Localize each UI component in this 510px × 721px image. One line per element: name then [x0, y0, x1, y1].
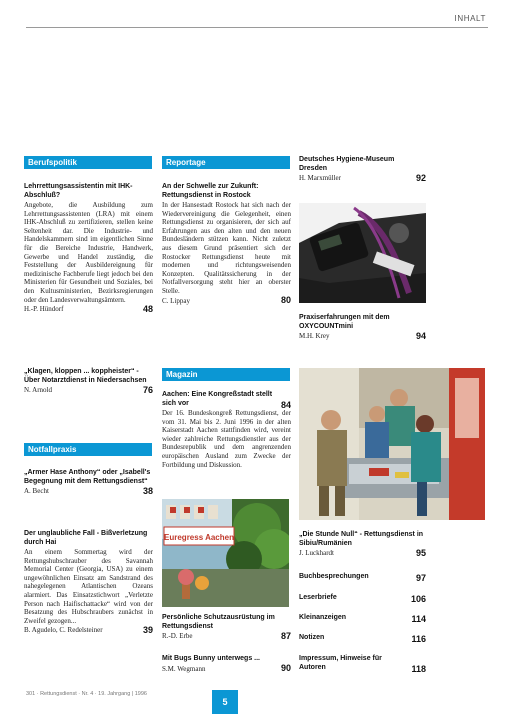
photo-oxycount — [299, 203, 426, 303]
photo-rescue-sibiu — [299, 368, 485, 520]
article-bugs-bunny[interactable] — [162, 655, 291, 673]
toc-row-label: Leserbriefe — [299, 594, 337, 601]
article-teaser: Der 16. Bundeskongreß Rettungsdienst, der vom 31. Mai bis 2. Juni 1996 in der alten Kaiserstadt Aachen stattfinden wird, vereint wieder zahlreiche Rettungsdienstler aus der Bundesrepublik und dem angrenzenden europäischen Ausland zum Zwecke der Fortbildung und Diskussion. — [162, 409, 291, 469]
toc-row-page: 118 — [411, 664, 426, 674]
toc-row-label: Impressum, Hinweise für Autoren — [299, 655, 382, 671]
article-author: C. Lippay — [162, 296, 190, 305]
article-page: 39 — [142, 624, 153, 635]
toc-row-notizen[interactable] — [299, 634, 426, 643]
toc-row-label: Kleinanzeigen — [299, 614, 347, 621]
article-author: A. Becht — [24, 487, 49, 495]
article-author: H.-P. Hündorf — [24, 305, 64, 314]
article-rostock[interactable] — [162, 183, 291, 305]
article-stunde-null[interactable] — [299, 531, 426, 558]
article-title: Deutsches Hygiene-Museum Dresden — [299, 156, 395, 172]
article-aachen[interactable] — [162, 391, 291, 469]
article-author: N. Arnold — [24, 386, 52, 394]
article-title: „Klagen, kloppen ... koppheister“ - Über Notarztdienst in Niedersachsen — [24, 368, 147, 384]
article-title: An der Schwelle zur Zukunft: Rettungsdienst in Rostock — [162, 183, 259, 199]
article-armer-hase[interactable] — [24, 469, 153, 496]
article-title: Persönliche Schutzausrüstung im Rettungsdienst — [162, 614, 275, 630]
article-oxycount[interactable] — [299, 314, 426, 341]
toc-row-page: 106 — [410, 594, 426, 604]
article-teaser: In der Hansestadt Rostock hat sich nach der Wiedervereinigung die Gelegenheit, einen Rettungsdienst zu organisieren, der sich auf Erfahrungen aus den alten und den neuen Bundesländern stützen kann. Nicht zuletzt aus diesem Grund präsentiert sich der Rostocker Rettungsdienst heute mit modernen und richtungsweisenden Konzepten. Qualitätssicherung in der Notfallversorgung steht hier an oberster Stelle. — [162, 201, 291, 295]
article-author: M.H. Krey — [299, 332, 330, 340]
toc-row-page: 116 — [411, 634, 426, 644]
article-page: 87 — [280, 630, 291, 641]
toc-row-kleinanzeigen[interactable] — [299, 614, 426, 623]
article-hygiene-museum[interactable] — [299, 156, 426, 183]
article-title: Aachen: Eine Kongreßstadt stellt sich vor — [162, 391, 273, 407]
toc-row-page: 97 — [415, 573, 426, 583]
photo-aachen-congress — [162, 499, 289, 607]
article-author: S.M. Wegmann — [162, 664, 206, 673]
article-author: H. Marxmüller — [299, 174, 341, 182]
article-title: Mit Bugs Bunny unterwegs ... — [162, 655, 261, 662]
article-page: 80 — [280, 295, 291, 306]
oxycount-photo-graphic — [299, 203, 426, 303]
article-author: J. Luckhardt — [299, 549, 334, 557]
article-title: Der unglaubliche Fall - Bißverletzung durch Hai — [24, 530, 148, 546]
article-page: 38 — [142, 485, 153, 496]
footer-imprint: 301 · Rettungsdienst · Nr. 4 · 19. Jahrgang | 1996 — [26, 691, 147, 697]
page-number: 5 — [212, 690, 238, 714]
section-notfallpraxis: Notfallpraxis — [24, 443, 152, 456]
article-title: „Die Stunde Null“ - Rettungsdienst in Sibiu/Rumänien — [299, 531, 424, 547]
toc-row-buchbesprechungen[interactable] — [299, 573, 426, 582]
article-page: 94 — [415, 330, 426, 341]
article-page: 92 — [415, 172, 426, 183]
page-header — [26, 14, 488, 28]
article-title: „Armer Hase Anthony“ oder „Isabell's Begegnung mit dem Rettungsdienst“ — [24, 469, 151, 485]
toc-row-label: Buchbesprechungen — [299, 573, 369, 580]
article-page: 48 — [142, 303, 153, 314]
section-berufspolitik: Berufspolitik — [24, 156, 152, 169]
article-teaser: An einem Sommertag wird der Rettungshubschrauber des Savannah Memorial Center (Georgia, USA) zu einem ungewöhnlichen Einsatz am Sandstrand des nahegelegenen Atlantischen Ozeans alarmiert. Das Einsatzstichwort „Verletzte Person nach Haifischattacke“ wird von der Besatzung des Hubschraubers zunächst in Zweifel gezogen... — [24, 548, 153, 625]
toc-row-label: Notizen — [299, 634, 325, 641]
article-page: 76 — [142, 384, 153, 395]
article-page: 84 — [280, 400, 291, 410]
aachen-photo-graphic — [162, 499, 289, 607]
article-page: 95 — [415, 547, 426, 558]
article-schutzausruestung[interactable] — [162, 614, 291, 641]
header-label: INHALT — [454, 14, 486, 23]
toc-row-impressum[interactable] — [299, 655, 426, 672]
rescue-photo-graphic — [299, 368, 485, 520]
section-reportage: Reportage — [162, 156, 290, 169]
toc-row-page: 114 — [411, 614, 426, 624]
article-page: 90 — [280, 663, 291, 674]
article-klagen[interactable] — [24, 368, 153, 395]
article-hai[interactable] — [24, 530, 153, 635]
article-author: R.-D. Erbe — [162, 632, 193, 640]
article-teaser: Angebote, die Ausbildung zum Lehrrettungsassistenten (LRA) mit einem IHK-Abschluß zu zertifizieren, stellen keine Seltenheit dar. Die Industrie- und Handelskammern sind im eigentlichen Sinne für die Bereiche Industrie, Handwerk, Gewerbe und Handel zuständig, die Feststellung der Ausbildereignung für medizinische Fachberufe liegt jedoch bei den Ministerien für Gesundheit und Soziales, bei den Kultusministerien, Bezirksregierungen oder den Landesverwaltungsämtern. — [24, 201, 153, 304]
section-magazin: Magazin — [162, 368, 290, 381]
toc-row-leserbriefe[interactable] — [299, 594, 426, 603]
article-title: Lehrrettungsassistentin mit IHK-Abschluß? — [24, 183, 133, 199]
article-title: Praxiserfahrungen mit dem OXYCOUNTmini — [299, 314, 390, 330]
article-author: B. Agudelo, C. Redelsteiner — [24, 626, 103, 635]
article-lehrrettungsassistent[interactable] — [24, 183, 153, 314]
aachen-sign-text: Euregress Aachen — [164, 533, 234, 542]
